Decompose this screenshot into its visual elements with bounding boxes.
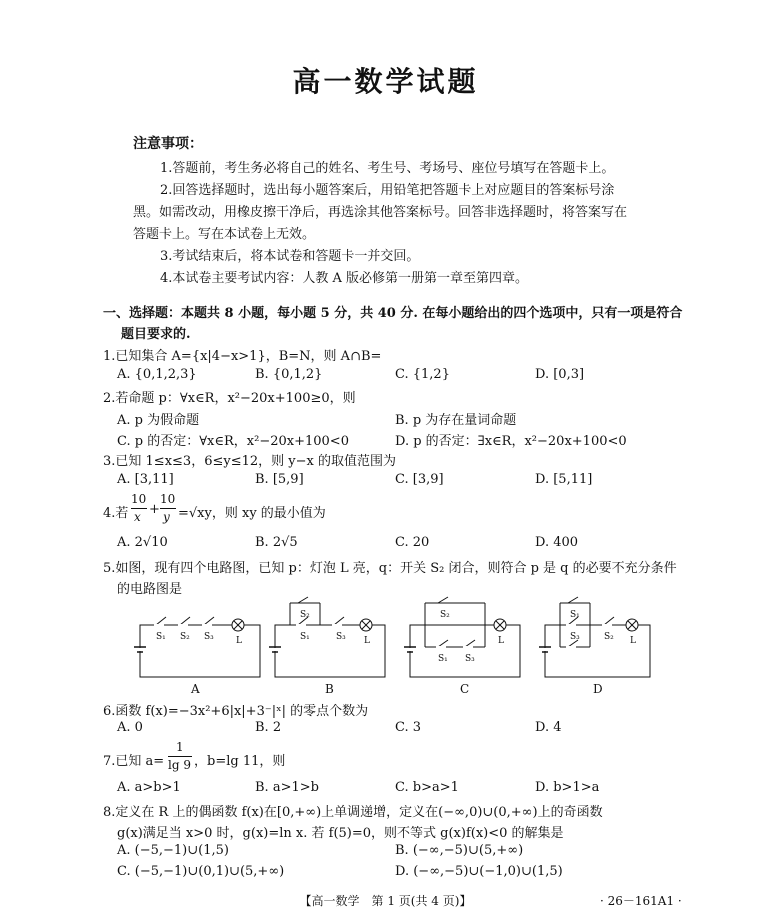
- circuit-c-s3: S₃: [465, 654, 475, 664]
- notice-item-1: 1.答题前，考生务必将自己的姓名、考生号、考场号、座位号填写在答题卡上。: [160, 161, 615, 176]
- q6-option-c: C. 3: [395, 720, 422, 735]
- circuit-c-label: C: [460, 682, 470, 696]
- q4-frac2-bar: [160, 508, 176, 509]
- q1-option-a: A. {0,1,2,3}: [117, 367, 197, 382]
- q3-option-b: B. [5,9]: [255, 472, 304, 487]
- notice-item-2: 2.回答选择题时，选出每小题答案后，用铅笔把答题卡上对应题目的答案标号涂: [160, 183, 615, 198]
- q4-option-a: A. 2√10: [117, 535, 168, 550]
- q4-tail: =√xy，则 xy 的最小值为: [178, 506, 326, 521]
- circuit-c-s1: S₁: [438, 654, 448, 664]
- q7-suffix: ，b=lg 11，则: [194, 754, 286, 769]
- q7-frac-bar: [168, 756, 192, 757]
- circuit-d-lamp: L: [630, 636, 636, 646]
- circuit-c-lamp: L: [498, 636, 504, 646]
- footer-page-info: 【高一数学 第 1 页(共 4 页)】: [299, 894, 472, 908]
- circuit-d-s3: S₃: [570, 632, 580, 642]
- q7-option-b: B. a>1>b: [255, 780, 319, 795]
- q2-option-a: A. p 为假命题: [117, 413, 200, 428]
- q1-option-d: D. [0,3]: [535, 367, 585, 382]
- q7-option-d: D. b>1>a: [535, 780, 600, 795]
- q3-option-c: C. [3,9]: [395, 472, 444, 487]
- circuit-b-s3: S₃: [336, 632, 346, 642]
- q6-stem: 6.函数 f(x)=−3x²+6|x|+3⁻|ˣ| 的零点个数为: [103, 704, 369, 719]
- circuit-b-label: B: [325, 682, 334, 696]
- circuit-a-s1: S₁: [156, 632, 166, 642]
- q7-prefix: 7.已知 a=: [103, 754, 165, 769]
- q8-option-b: B. (−∞,−5)∪(5,+∞): [395, 843, 524, 858]
- q7-frac-den: lg 9: [168, 758, 191, 772]
- circuit-a: [134, 617, 260, 677]
- q4-frac2-den: y: [163, 510, 170, 524]
- q2-stem: 2.若命题 p：∀x∈R，x²−20x+100≥0，则: [103, 391, 356, 406]
- q6-option-b: B. 2: [255, 720, 282, 735]
- q7-option-a: A. a>b>1: [117, 780, 181, 795]
- notice-item-2-cont: 黑。如需改动，用橡皮擦干净后，再选涂其他答案标号。回答非选择题时，将答案写在: [133, 205, 628, 220]
- q8-option-c: C. (−5,−1)∪(0,1)∪(5,+∞): [117, 864, 285, 879]
- footer-code: · 26－161A1 ·: [600, 894, 682, 908]
- q1-option-c: C. {1,2}: [395, 367, 450, 382]
- q4-frac1-den: x: [134, 510, 141, 524]
- circuit-diagrams: [120, 595, 660, 700]
- circuit-a-label: A: [191, 682, 200, 696]
- q5-stem: 5.如图，现有四个电路图，已知 p：灯泡 L 亮，q：开关 S₂ 闭合，则符合 p 是 q 的必要不充分条件: [103, 561, 677, 576]
- q8-stem: 8.定义在 R 上的偶函数 f(x)在[0,+∞)上单调递增，定义在(−∞,0)∪(0,+∞)上的奇函数: [103, 805, 603, 820]
- q8-option-a: A. (−5,−1)∪(1,5): [117, 843, 229, 858]
- q2-option-b: B. p 为存在量词命题: [395, 413, 517, 428]
- circuit-a-s2: S₂: [180, 632, 190, 642]
- q1-option-b: B. {0,1,2}: [255, 367, 323, 382]
- circuit-a-s3: S₃: [204, 632, 214, 642]
- circuit-b-s1: S₁: [300, 632, 310, 642]
- q4-option-c: C. 20: [395, 535, 430, 550]
- circuit-b-lamp: L: [364, 636, 370, 646]
- page-title: 高一数学试题: [292, 65, 479, 98]
- section-header: 一、选择题：本题共 8 小题，每小题 5 分，共 40 分. 在每小题给出的四个选项中，只有一项是符合: [103, 306, 683, 321]
- circuit-a-lamp: L: [236, 636, 242, 646]
- q8-stem-cont: g(x)满足当 x>0 时，g(x)=ln x. 若 f(5)=0，则不等式 g(x)f(x)<0 的解集是: [117, 826, 564, 841]
- q4-frac1-bar: [131, 508, 147, 509]
- q4-prefix: 4.若: [103, 506, 129, 521]
- circuit-b-s2: S₂: [300, 610, 310, 620]
- q4-frac1-num: 10: [131, 492, 147, 506]
- q3-option-d: D. [5,11]: [535, 472, 593, 487]
- notice-item-3: 3.考试结束后，将本试卷和答题卡一并交回。: [160, 249, 420, 264]
- q7-option-c: C. b>a>1: [395, 780, 459, 795]
- circuit-c-s2: S₂: [440, 610, 450, 620]
- q1-stem: 1.已知集合 A={x|4−x>1}，B=N，则 A∩B=: [103, 349, 382, 364]
- q3-stem: 3.已知 1≤x≤3，6≤y≤12，则 y−x 的取值范围为: [103, 454, 396, 469]
- circuit-d-s2: S₂: [604, 632, 614, 642]
- q2-option-c: C. p 的否定：∀x∈R，x²−20x+100<0: [117, 434, 349, 449]
- circuit-d-s1: S₁: [570, 610, 580, 620]
- q4-option-b: B. 2√5: [255, 535, 298, 550]
- q7-frac-num: 1: [176, 740, 184, 754]
- circuit-d-label: D: [593, 682, 603, 696]
- q5-stem-cont: 的电路图是: [117, 582, 183, 597]
- section-header-cont: 题目要求的.: [121, 327, 191, 342]
- q8-option-d: D. (−∞,−5)∪(−1,0)∪(1,5): [395, 864, 563, 879]
- q2-option-d: D. p 的否定：∃x∈R，x²−20x+100<0: [395, 434, 627, 449]
- q6-option-d: D. 4: [535, 720, 562, 735]
- notice-item-4: 4.本试卷主要考试内容：人教 A 版必修第一册第一章至第四章。: [160, 271, 529, 286]
- q3-option-a: A. [3,11]: [117, 472, 174, 487]
- q6-option-a: A. 0: [117, 720, 143, 735]
- q4-option-d: D. 400: [535, 535, 579, 550]
- q4-frac2-num: 10: [160, 492, 176, 506]
- notice-heading: 注意事项：: [133, 136, 203, 152]
- q4-plus: +: [149, 502, 160, 517]
- notice-item-2-cont2: 答题卡上。写在本试卷上无效。: [133, 227, 316, 242]
